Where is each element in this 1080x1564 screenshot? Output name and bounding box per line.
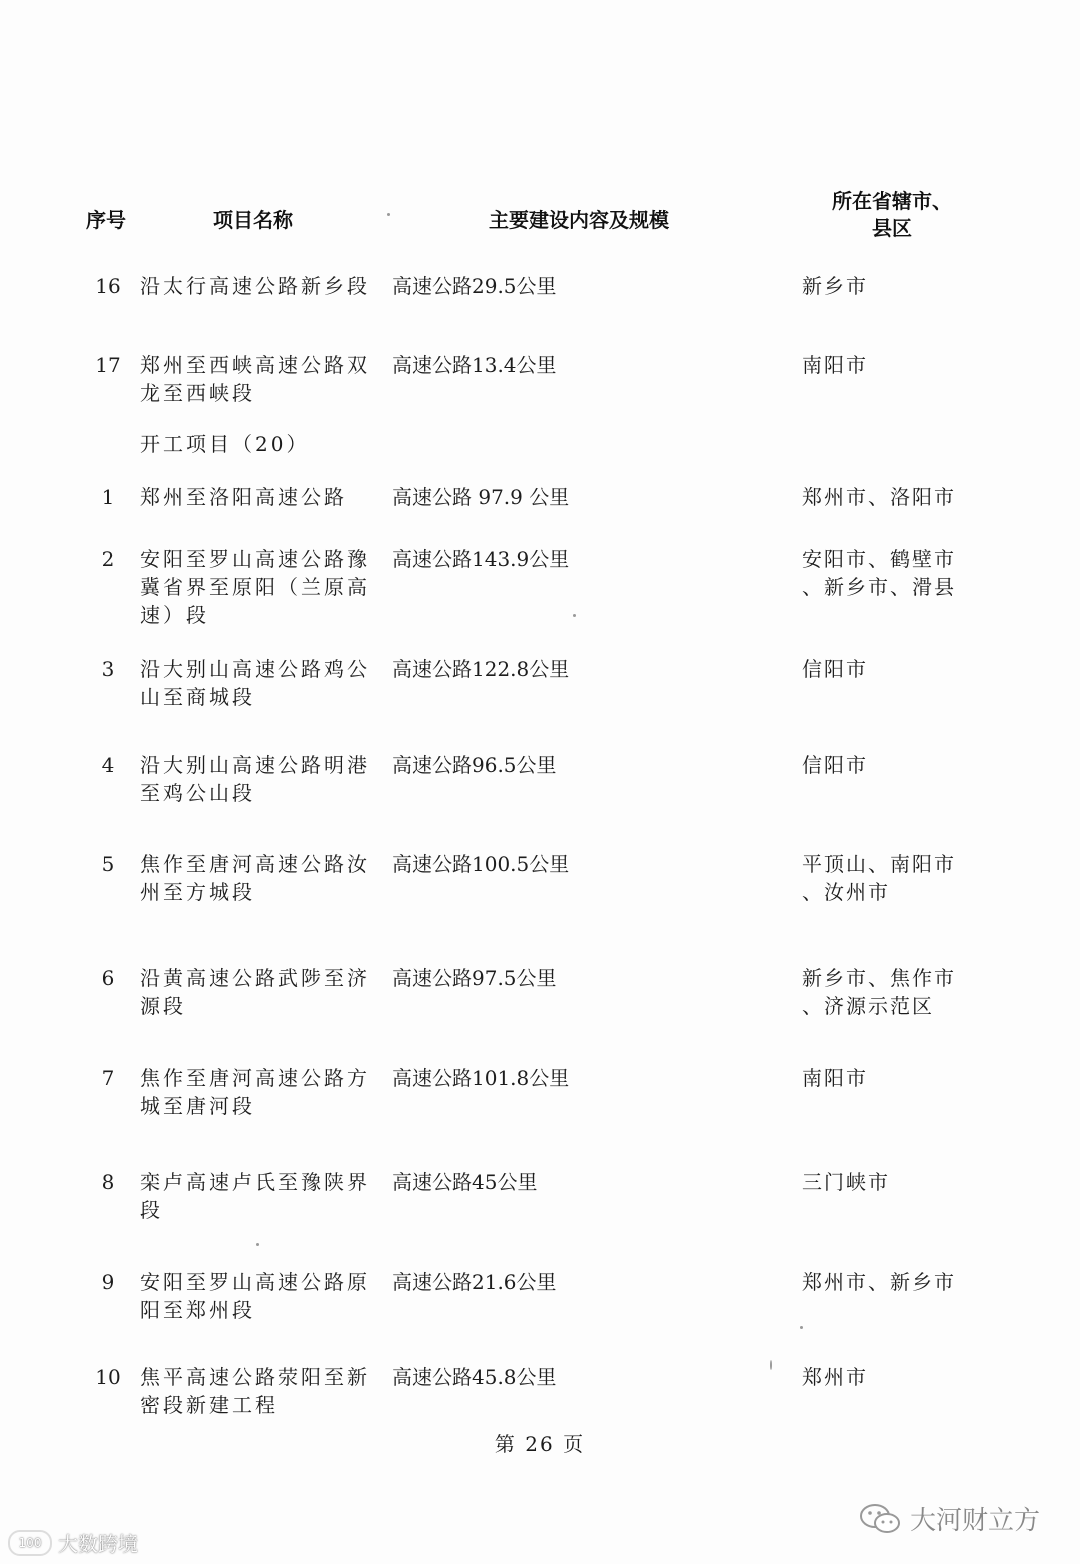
row-location bbox=[802, 655, 972, 683]
watermark-right bbox=[858, 1500, 1040, 1537]
watermark-right-text: 大河财立方 bbox=[910, 1506, 1041, 1536]
row-location bbox=[802, 272, 972, 300]
row-content: 高速公路101.8公里 bbox=[392, 1066, 570, 1090]
row-name-line: 段 bbox=[140, 1198, 163, 1222]
row-seq: 4 bbox=[101, 753, 115, 777]
header-content: 主要建设内容及规模 bbox=[489, 208, 669, 232]
row-name-line: 郑州至洛阳高速公路 bbox=[140, 485, 347, 509]
row-name bbox=[140, 1268, 380, 1324]
row-name-line: 安阳至罗山高速公路原 bbox=[140, 1270, 370, 1294]
row-seq: 3 bbox=[101, 657, 115, 681]
row-name-line: 至鸡公山段 bbox=[140, 781, 255, 805]
row-name-line: 龙至西峡段 bbox=[140, 381, 255, 405]
row-location-line: 信阳市 bbox=[802, 657, 868, 681]
row-name-line: 沿太行高速公路新乡段 bbox=[140, 274, 370, 298]
row-seq: 9 bbox=[101, 1270, 115, 1294]
header-seq: 序号 bbox=[86, 208, 126, 232]
row-name bbox=[140, 483, 380, 511]
row-location-line: 、汝州市 bbox=[802, 880, 890, 904]
row-name bbox=[140, 272, 380, 300]
row-location bbox=[802, 1363, 972, 1391]
row-location-line: 南阳市 bbox=[802, 353, 868, 377]
row-location-line: 信阳市 bbox=[802, 753, 868, 777]
row-seq: 7 bbox=[101, 1066, 115, 1090]
row-name-line: 城至唐河段 bbox=[140, 1094, 255, 1118]
row-location bbox=[802, 1168, 972, 1196]
row-name-line: 焦平高速公路荥阳至新 bbox=[140, 1365, 370, 1389]
row-content: 高速公路96.5公里 bbox=[392, 753, 557, 777]
row-name bbox=[140, 1064, 380, 1120]
row-location bbox=[802, 751, 972, 779]
row-name-line: 山至商城段 bbox=[140, 685, 255, 709]
row-seq: 10 bbox=[95, 1365, 121, 1389]
watermark-left bbox=[8, 1528, 138, 1557]
scan-speck bbox=[256, 1243, 259, 1246]
row-location-line: 安阳市、鹤壁市 bbox=[802, 547, 956, 571]
watermark-left-text: 大数跨境 bbox=[58, 1532, 138, 1556]
row-name-line: 栾卢高速卢氏至豫陕界 bbox=[140, 1170, 370, 1194]
row-name-line: 沿大别山高速公路鸡公 bbox=[140, 657, 370, 681]
row-content: 高速公路21.6公里 bbox=[392, 1270, 557, 1294]
row-seq: 8 bbox=[101, 1170, 115, 1194]
row-location bbox=[802, 1268, 972, 1296]
row-seq: 6 bbox=[101, 966, 115, 990]
page-number: 第 26 页 bbox=[494, 1432, 586, 1456]
table-header bbox=[0, 186, 1080, 246]
row-location-line: 、新乡市、滑县 bbox=[802, 575, 956, 599]
row-content: 高速公路122.8公里 bbox=[392, 657, 570, 681]
row-location-line: 郑州市、新乡市 bbox=[802, 1270, 956, 1294]
watermark-logo-icon: 100 bbox=[8, 1530, 52, 1556]
row-location bbox=[802, 545, 972, 601]
row-name bbox=[140, 1168, 380, 1224]
row-location-line: 平顶山、南阳市 bbox=[802, 852, 956, 876]
row-content: 高速公路100.5公里 bbox=[392, 852, 570, 876]
row-seq: 2 bbox=[101, 547, 115, 571]
row-content: 高速公路143.9公里 bbox=[392, 547, 570, 571]
row-location-line: 南阳市 bbox=[802, 1066, 868, 1090]
row-seq: 1 bbox=[101, 485, 115, 509]
row-content: 高速公路45公里 bbox=[392, 1170, 538, 1194]
header-location-line2: 县区 bbox=[872, 216, 912, 240]
row-content: 高速公路 97.9 公里 bbox=[392, 485, 570, 509]
row-location-line: 、济源示范区 bbox=[802, 994, 934, 1018]
row-name bbox=[140, 964, 380, 1020]
scan-speck bbox=[800, 1326, 803, 1329]
row-name-line: 冀省界至原阳（兰原高 bbox=[140, 575, 370, 599]
row-location-line: 郑州市、洛阳市 bbox=[802, 485, 956, 509]
row-content: 高速公路29.5公里 bbox=[392, 274, 557, 298]
row-name bbox=[140, 751, 380, 807]
scan-speck bbox=[387, 213, 390, 216]
scan-speck bbox=[573, 614, 576, 617]
row-location-line: 新乡市、焦作市 bbox=[802, 966, 956, 990]
row-content: 高速公路13.4公里 bbox=[392, 353, 557, 377]
row-location-line: 郑州市 bbox=[802, 1365, 868, 1389]
row-name-line: 沿大别山高速公路明港 bbox=[140, 753, 370, 777]
row-name bbox=[140, 655, 380, 711]
row-content: 高速公路97.5公里 bbox=[392, 966, 557, 990]
row-name-line: 安阳至罗山高速公路豫 bbox=[140, 547, 370, 571]
wechat-icon bbox=[858, 1502, 902, 1536]
row-name bbox=[140, 351, 380, 407]
row-name-line: 密段新建工程 bbox=[140, 1393, 278, 1417]
row-name-line: 源段 bbox=[140, 994, 186, 1018]
row-name-line: 阳至郑州段 bbox=[140, 1298, 255, 1322]
row-seq: 5 bbox=[101, 852, 115, 876]
header-location bbox=[822, 188, 962, 242]
row-name-line: 沿黄高速公路武陟至济 bbox=[140, 966, 370, 990]
scan-speck bbox=[770, 1360, 772, 1370]
row-location bbox=[802, 351, 972, 379]
header-location-line1: 所在省辖市、 bbox=[832, 189, 952, 213]
row-location-line: 新乡市 bbox=[802, 274, 868, 298]
row-location bbox=[802, 964, 972, 1020]
row-content: 高速公路45.8公里 bbox=[392, 1365, 557, 1389]
row-seq: 16 bbox=[95, 274, 121, 298]
row-name-line: 郑州至西峡高速公路双 bbox=[140, 353, 370, 377]
row-name bbox=[140, 850, 380, 906]
row-location-line: 三门峡市 bbox=[802, 1170, 890, 1194]
row-name-line: 州至方城段 bbox=[140, 880, 255, 904]
row-location bbox=[802, 483, 972, 511]
row-name bbox=[140, 1363, 380, 1419]
row-location bbox=[802, 1064, 972, 1092]
row-location bbox=[802, 850, 972, 906]
row-name-line: 速）段 bbox=[140, 603, 209, 627]
header-name: 项目名称 bbox=[213, 208, 293, 232]
row-name-line: 焦作至唐河高速公路方 bbox=[140, 1066, 370, 1090]
section-title: 开工项目（20） bbox=[140, 432, 310, 456]
row-name-line: 焦作至唐河高速公路汝 bbox=[140, 852, 370, 876]
row-seq: 17 bbox=[95, 353, 121, 377]
row-name bbox=[140, 545, 380, 629]
